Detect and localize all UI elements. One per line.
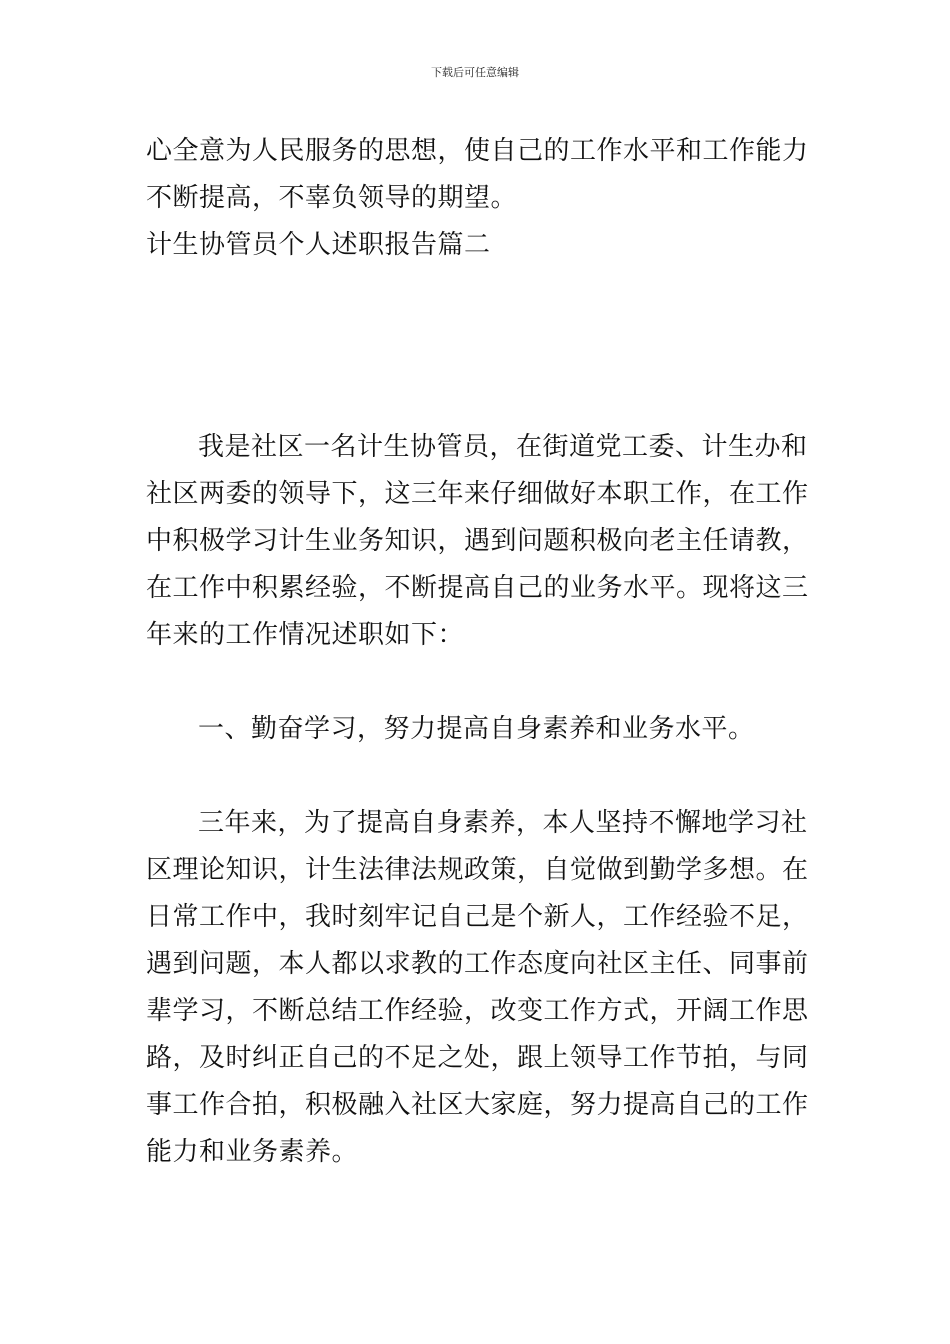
paragraph1-line-1: 我是社区一名计生协管员，在街道党工委、计生办和 <box>198 432 808 462</box>
spacer <box>146 269 810 424</box>
paragraph1-line-2: 社区两委的领导下，这三年来仔细做好本职工作，在工作 <box>146 479 809 509</box>
paragraph1-line-5: 年来的工作情况述职如下： <box>146 620 465 650</box>
paragraph2-line-2: 区理论知识，计生法律法规政策，自觉做到勤学多想。在 <box>146 855 809 885</box>
page-header: 下载后可任意编辑 <box>431 66 519 79</box>
paragraph2-line-4: 遇到问题，本人都以求教的工作态度向社区主任、同事前 <box>146 949 809 979</box>
paragraph2-line-6: 路，及时纠正自己的不足之处，跟上领导工作节拍，与同 <box>146 1043 809 1073</box>
paragraph2-line-5: 辈学习，不断总结工作经验，改变工作方式，开阔工作思 <box>146 996 809 1026</box>
document-body <box>146 128 810 1176</box>
paragraph2-line-3: 日常工作中，我时刻牢记自己是个新人，工作经验不足， <box>146 902 809 932</box>
paragraph2-line-1: 三年来，为了提高自身素养，本人坚持不懈地学习社 <box>198 808 808 838</box>
spacer <box>146 659 810 706</box>
section-title: 计生协管员个人述职报告篇二 <box>146 230 491 260</box>
heading-1: 一、勤奋学习，努力提高自身素养和业务水平。 <box>198 714 755 744</box>
intro-line-2: 不断提高，不辜负领导的期望。 <box>146 183 518 213</box>
paragraph1-line-4: 在工作中积累经验，不断提高自己的业务水平。现将这三 <box>146 573 809 603</box>
intro-line-1: 心全意为人民服务的思想，使自己的工作水平和工作能力 <box>146 136 809 166</box>
spacer <box>146 753 810 800</box>
paragraph2-line-7: 事工作合拍，积极融入社区大家庭，努力提高自己的工作 <box>146 1090 809 1120</box>
paragraph1-line-3: 中积极学习计生业务知识，遇到问题积极向老主任请教， <box>146 526 809 556</box>
paragraph2-line-8: 能力和业务素养。 <box>146 1137 359 1167</box>
